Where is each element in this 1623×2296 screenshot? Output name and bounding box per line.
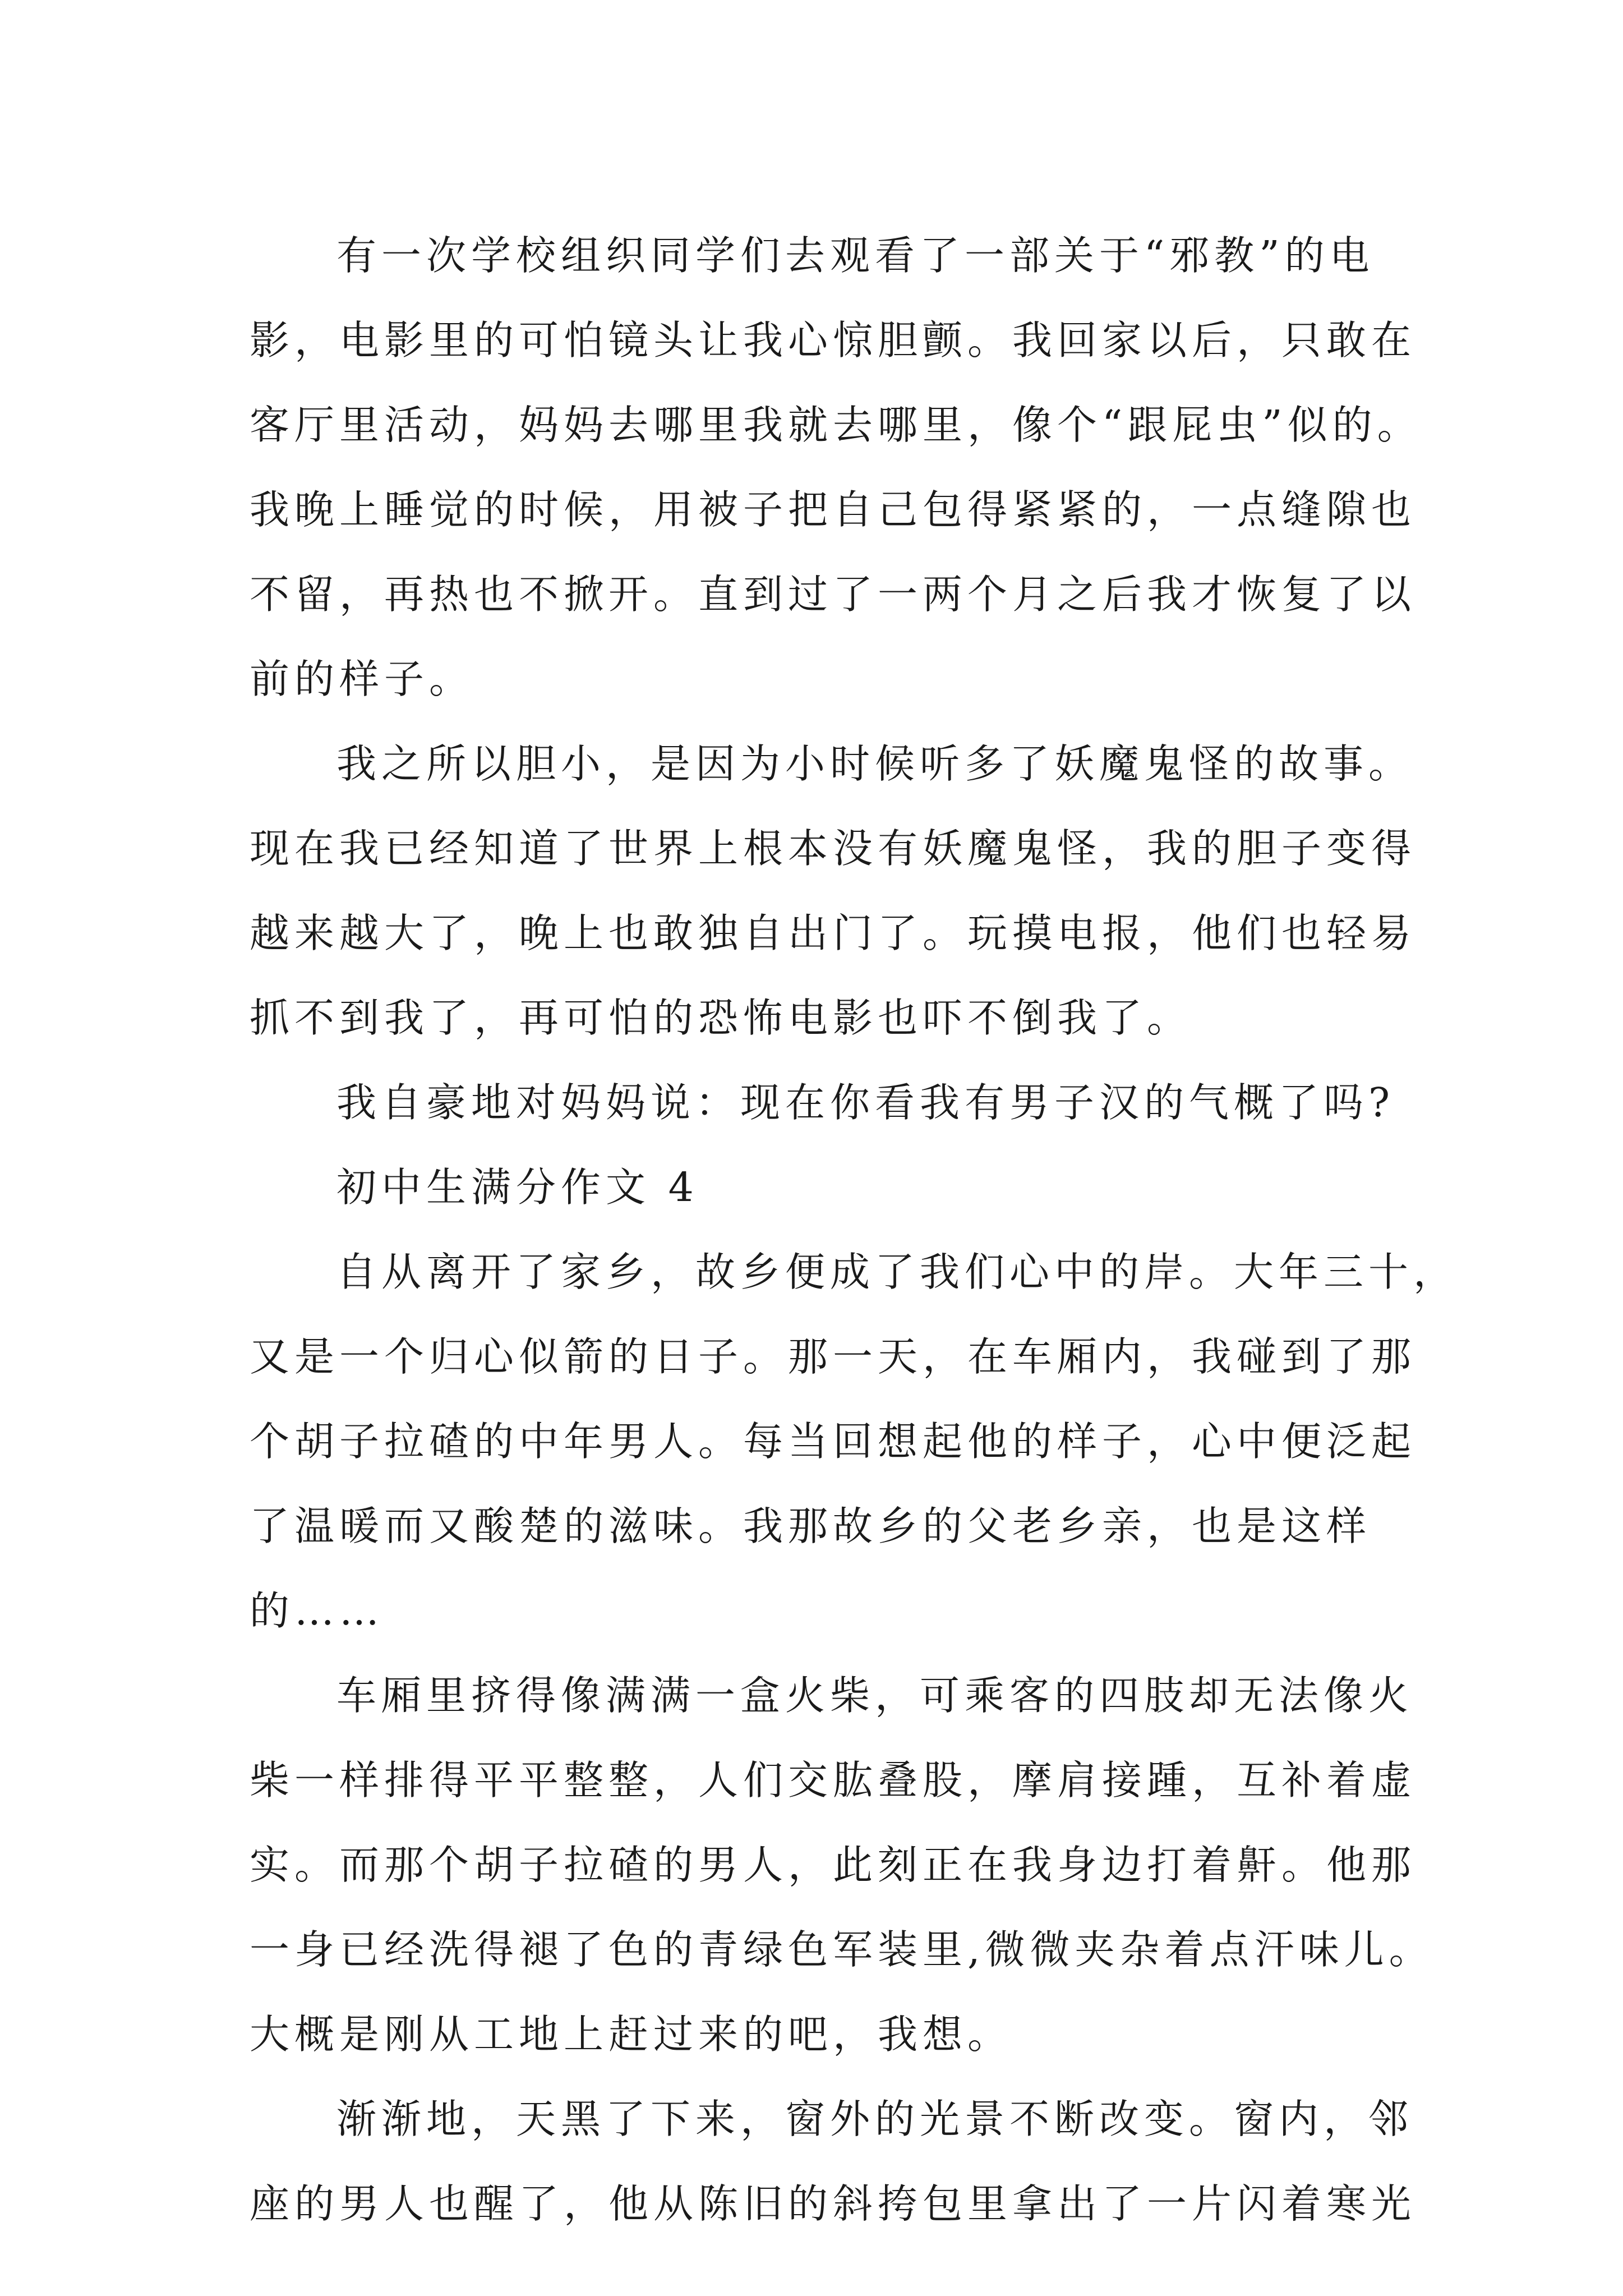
text-line: 座的男人也醒了，他从陈旧的斜挎包里拿出了一片闪着寒光 bbox=[250, 2180, 1417, 2227]
text-line: 现在我已经知道了世界上根本没有妖魔鬼怪，我的胆子变得 bbox=[250, 825, 1417, 872]
text-line: 前的样子。 bbox=[250, 656, 474, 702]
text-line: 我晚上睡觉的时候，用被子把自己包得紧紧的，一点缝隙也 bbox=[250, 486, 1417, 533]
text-line: 了温暖而又酸楚的滋味。我那故乡的父老乡亲，也是这样 bbox=[250, 1503, 1372, 1549]
text-line: 的…… bbox=[250, 1588, 385, 1634]
text-line: 柴一样排得平平整整，人们交肱叠股，摩肩接踵，互补着虚 bbox=[250, 1757, 1417, 1803]
body-text bbox=[250, 213, 1459, 2246]
text-line: 我自豪地对妈妈说：现在你看我有男子汉的气概了吗? bbox=[336, 1079, 1395, 1126]
text-line: 自从离开了家乡，故乡便成了我们心中的岸。大年三十， bbox=[336, 1249, 1459, 1295]
text-line: 影，电影里的可怕镜头让我心惊胆颤。我回家以后，只敢在 bbox=[250, 317, 1417, 364]
text-line: 越来越大了，晚上也敢独自出门了。玩摸电报，他们也轻易 bbox=[250, 910, 1417, 956]
text-line: 客厅里活动，妈妈去哪里我就去哪里，像个“跟屁虫”似的。 bbox=[250, 402, 1422, 448]
text-line: 个胡子拉碴的中年男人。每当回想起他的样子，心中便泛起 bbox=[250, 1418, 1417, 1465]
text-line: 实。而那个胡子拉碴的男人，此刻正在我身边打着鼾。他那 bbox=[250, 1842, 1417, 1888]
text-line: 抓不到我了，再可怕的恐怖电影也吓不倒我了。 bbox=[250, 995, 1192, 1041]
text-line: 一身已经洗得褪了色的青绿色军装里,微微夹杂着点汗味儿。 bbox=[250, 1926, 1434, 1973]
text-line: 不留，再热也不掀开。直到过了一两个月之后我才恢复了以 bbox=[250, 571, 1417, 618]
section-heading: 初中生满分作文 4 bbox=[336, 1164, 699, 1211]
text-line: 大概是刚从工地上赶过来的吧，我想。 bbox=[250, 2011, 1013, 2058]
text-line: 车厢里挤得像满满一盒火柴，可乘客的四肢却无法像火 bbox=[336, 1672, 1414, 1719]
text-line: 我之所以胆小，是因为小时候听多了妖魔鬼怪的故事。 bbox=[336, 740, 1414, 787]
text-line: 渐渐地，天黑了下来，窗外的光景不断改变。窗内，邻 bbox=[336, 2096, 1414, 2142]
text-line: 有一次学校组织同学们去观看了一部关于“邪教”的电 bbox=[336, 232, 1375, 279]
text-line: 又是一个归心似箭的日子。那一天，在车厢内，我碰到了那 bbox=[250, 1333, 1417, 1380]
